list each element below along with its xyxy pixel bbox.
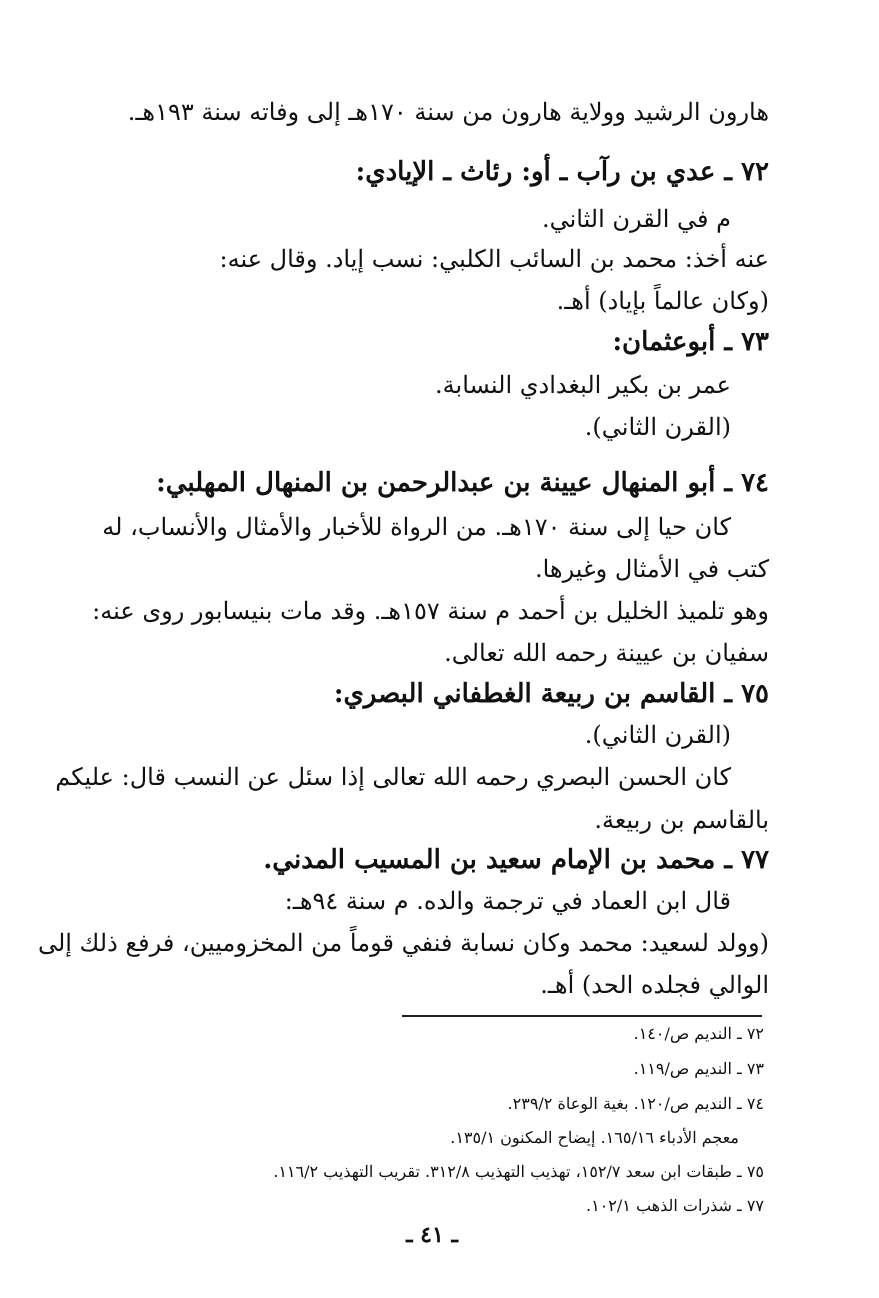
text-line: (وولد لسعيد: محمد وكان نسابة فنفي قوماً من المخزوميين، فرفع ذلك إلى bbox=[37, 929, 769, 957]
entry-heading-72: ٧٢ ـ عدي بن رآب ـ أو: رئاث ـ الإيادي: bbox=[355, 157, 769, 187]
footnote: ٧٧ ـ شذرات الذهب ١٠٢/١. bbox=[586, 1196, 764, 1215]
entry-heading-77: ٧٧ ـ محمد بن الإمام سعيد بن المسيب المدني. bbox=[263, 845, 769, 875]
footnote: ٧٣ ـ النديم ص/١١٩. bbox=[633, 1059, 764, 1078]
text-line: كان حيا إلى سنة ١٧٠هـ. من الرواة للأخبار والأمثال والأنساب، له bbox=[102, 513, 731, 541]
page-number: ـ ٤١ ـ bbox=[406, 1222, 458, 1248]
footnote-divider bbox=[402, 1015, 762, 1017]
text-line: بالقاسم بن ربيعة. bbox=[594, 806, 769, 834]
footnote: ٧٢ ـ النديم ص/١٤٠. bbox=[633, 1024, 764, 1043]
footnote: ٧٥ ـ طبقات ابن سعد ١٥٢/٧، تهذيب التهذيب ٣١٢/٨. تقريب التهذيب ١١٦/٢. bbox=[273, 1162, 764, 1181]
text-line: الوالي فجلده الحد) أهـ. bbox=[540, 971, 769, 999]
footnote: ٧٤ ـ النديم ص/١٢٠. بغية الوعاة ٢٣٩/٢. bbox=[507, 1094, 764, 1113]
entry-heading-75: ٧٥ ـ القاسم بن ربيعة الغطفاني البصري: bbox=[333, 679, 769, 709]
text-line: وهو تلميذ الخليل بن أحمد م سنة ١٥٧هـ. وقد مات بنيسابور روى عنه: bbox=[92, 597, 769, 625]
footnote: معجم الأدباء ١٦٥/١٦. إيضاح المكنون ١٣٥/١. bbox=[450, 1128, 739, 1147]
text-line: (القرن الثاني). bbox=[584, 721, 731, 749]
text-line: عمر بن بكير البغدادي النسابة. bbox=[435, 371, 731, 399]
text-line: (القرن الثاني). bbox=[584, 413, 731, 441]
text-line: هارون الرشيد وولاية هارون من سنة ١٧٠هـ إلى وفاته سنة ١٩٣هـ. bbox=[127, 98, 769, 126]
text-line: (وكان عالماً بإياد) أهـ. bbox=[556, 287, 769, 315]
entry-heading-73: ٧٣ ـ أبوعثمان: bbox=[612, 327, 769, 357]
entry-heading-74: ٧٤ ـ أبو المنهال عيينة بن عبدالرحمن بن المنهال المهلبي: bbox=[156, 468, 769, 498]
text-line: م في القرن الثاني. bbox=[541, 205, 731, 233]
text-line: كتب في الأمثال وغيرها. bbox=[534, 555, 769, 583]
text-line: عنه أخذ: محمد بن السائب الكلبي: نسب إياد. وقال عنه: bbox=[219, 245, 769, 273]
text-line: سفيان بن عيينة رحمه الله تعالى. bbox=[444, 639, 769, 667]
text-line: كان الحسن البصري رحمه الله تعالى إذا سئل عن النسب قال: عليكم bbox=[55, 763, 731, 791]
text-line: قال ابن العماد في ترجمة والده. م سنة ٩٤هـ: bbox=[284, 887, 731, 915]
